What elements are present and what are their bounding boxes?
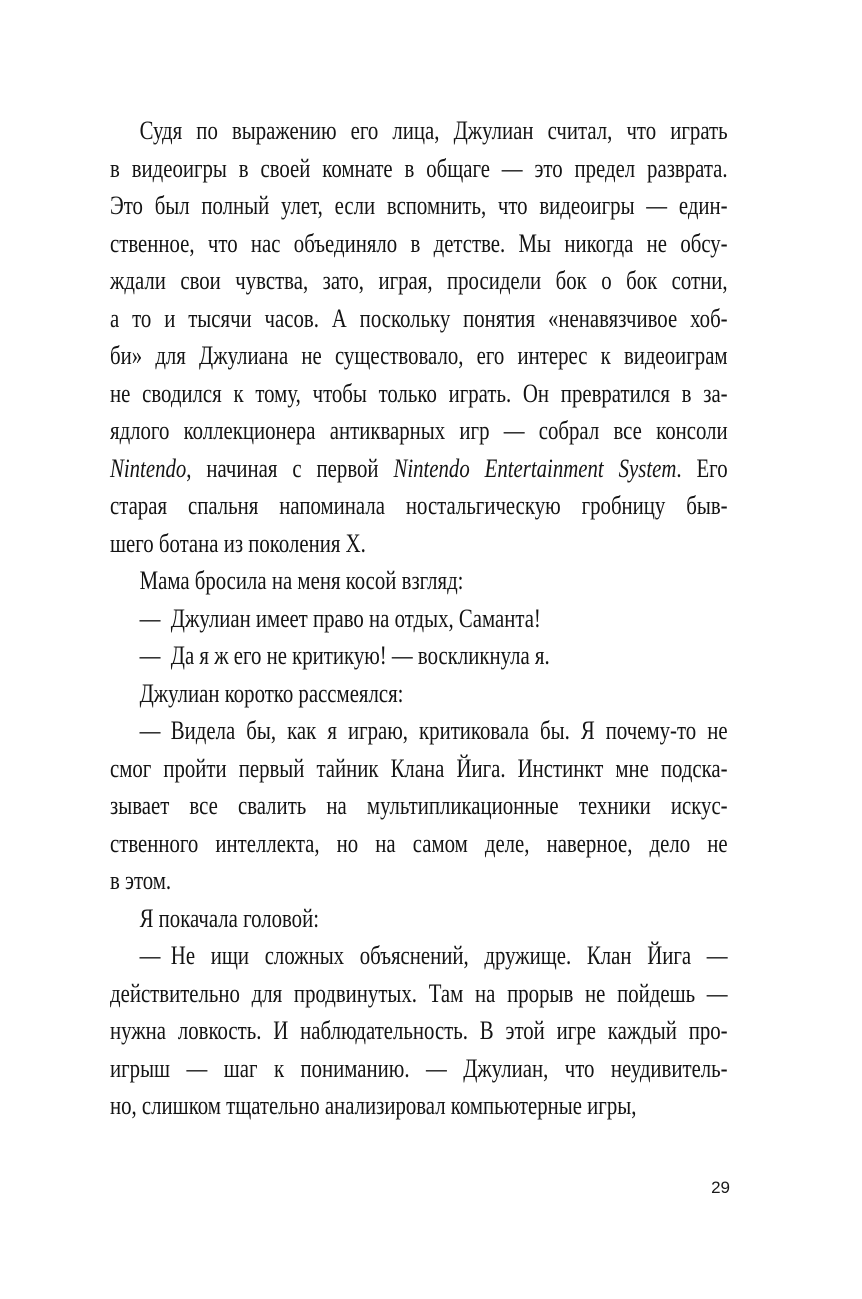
paragraph	[110, 562, 728, 600]
italic-text-segment: Nintendo Entertainment System	[393, 453, 677, 483]
text-line	[110, 787, 728, 825]
text-line	[110, 937, 728, 975]
text-line	[110, 750, 728, 788]
text-line	[110, 525, 728, 563]
text-segment: Я покачала головой:	[139, 903, 319, 933]
text-line	[110, 675, 728, 713]
text-line	[110, 825, 728, 863]
text-segment: но, слишком тщательно анализировал компьютерные игры,	[110, 1091, 637, 1120]
text-segment: Мама бросила на меня косой взгляд:	[139, 566, 464, 595]
text-segment: шего ботана из поколения X.	[110, 528, 366, 558]
italic-text-segment: Nintendo	[110, 453, 187, 483]
page-text	[110, 112, 728, 1125]
text-segment: в этом.	[110, 866, 172, 895]
text-segment: Джулиан коротко рассмеялся:	[139, 678, 404, 708]
text-line	[110, 900, 728, 938]
text-line	[110, 600, 728, 638]
text-line	[110, 1050, 728, 1088]
paragraph	[110, 900, 728, 938]
text-line	[110, 450, 728, 488]
text-line	[110, 1012, 728, 1050]
text-line	[110, 412, 728, 450]
paragraph	[110, 712, 728, 900]
text-line	[110, 712, 728, 750]
text-line	[110, 300, 728, 338]
text-segment: зывает все свалить на мультипликационные техники искус-	[110, 791, 728, 820]
text-segment: не сводился к тому, чтобы только играть. Он превратился в за-	[110, 378, 728, 408]
text-line	[110, 112, 728, 150]
text-segment: старая спальня напоминала ностальгическую гробницу быв-	[110, 491, 728, 520]
text-line	[110, 1087, 728, 1125]
text-segment: в видеоигры в своей комнате в общаге — это предел разврата.	[110, 153, 728, 183]
text-line	[110, 150, 728, 188]
text-segment: — Не ищи сложных объяснений, дружище. Клан Йига —	[139, 941, 728, 970]
text-segment: ждали свои чувства, зато, играя, просидели бок о бок сотни,	[110, 266, 728, 295]
text-line	[110, 225, 728, 263]
text-segment: — Да я ж его не критикую! — воскликнула я.	[139, 641, 550, 670]
text-line	[110, 487, 728, 525]
text-segment: игрыш — шаг к пониманию. — Джулиан, что неудивитель-	[110, 1053, 728, 1083]
paragraph	[110, 600, 728, 638]
text-line	[110, 562, 728, 600]
text-segment: а то и тысячи часов. А поскольку понятия «ненавязчивое хоб-	[110, 303, 728, 333]
text-segment: ственное, что нас объединяло в детстве. Мы никогда не обсу-	[110, 228, 728, 258]
text-segment: ственного интеллекта, но на самом деле, наверное, дело не	[110, 828, 728, 858]
text-segment: би» для Джулиана не существовало, его интерес к видеоиграм	[110, 341, 728, 370]
text-segment: — Видела бы, как я играю, критиковала бы. Я почему-то не	[139, 716, 728, 745]
text-line	[110, 337, 728, 375]
paragraph	[110, 675, 728, 713]
text-segment: смог пройти первый тайник Клана Йига. Инстинкт мне подска-	[110, 753, 728, 783]
text-segment: — Джулиан имеет право на отдых, Саманта!	[139, 603, 541, 633]
text-segment: Это был полный улет, если вспомнить, что видеоигры — един-	[110, 191, 728, 220]
page-number: 29	[711, 1178, 730, 1197]
paragraph	[110, 937, 728, 1125]
text-segment: . Его	[676, 453, 728, 483]
text-line	[110, 375, 728, 413]
text-line	[110, 975, 728, 1013]
text-segment: , начиная с первой	[186, 453, 394, 483]
text-line	[110, 637, 728, 675]
text-line	[110, 262, 728, 300]
text-segment: действительно для продвинутых. Там на прорыв не пойдешь —	[110, 978, 728, 1008]
paragraph	[110, 112, 728, 562]
text-segment: ядлого коллекционера антикварных игр — собрал все консоли	[110, 416, 728, 445]
text-line	[110, 187, 728, 225]
text-segment: Судя по выражению его лица, Джулиан считал, что играть	[139, 116, 728, 145]
text-line	[110, 862, 728, 900]
text-segment: нужна ловкость. И наблюдательность. В этой игре каждый про-	[110, 1016, 728, 1045]
paragraph	[110, 637, 728, 675]
